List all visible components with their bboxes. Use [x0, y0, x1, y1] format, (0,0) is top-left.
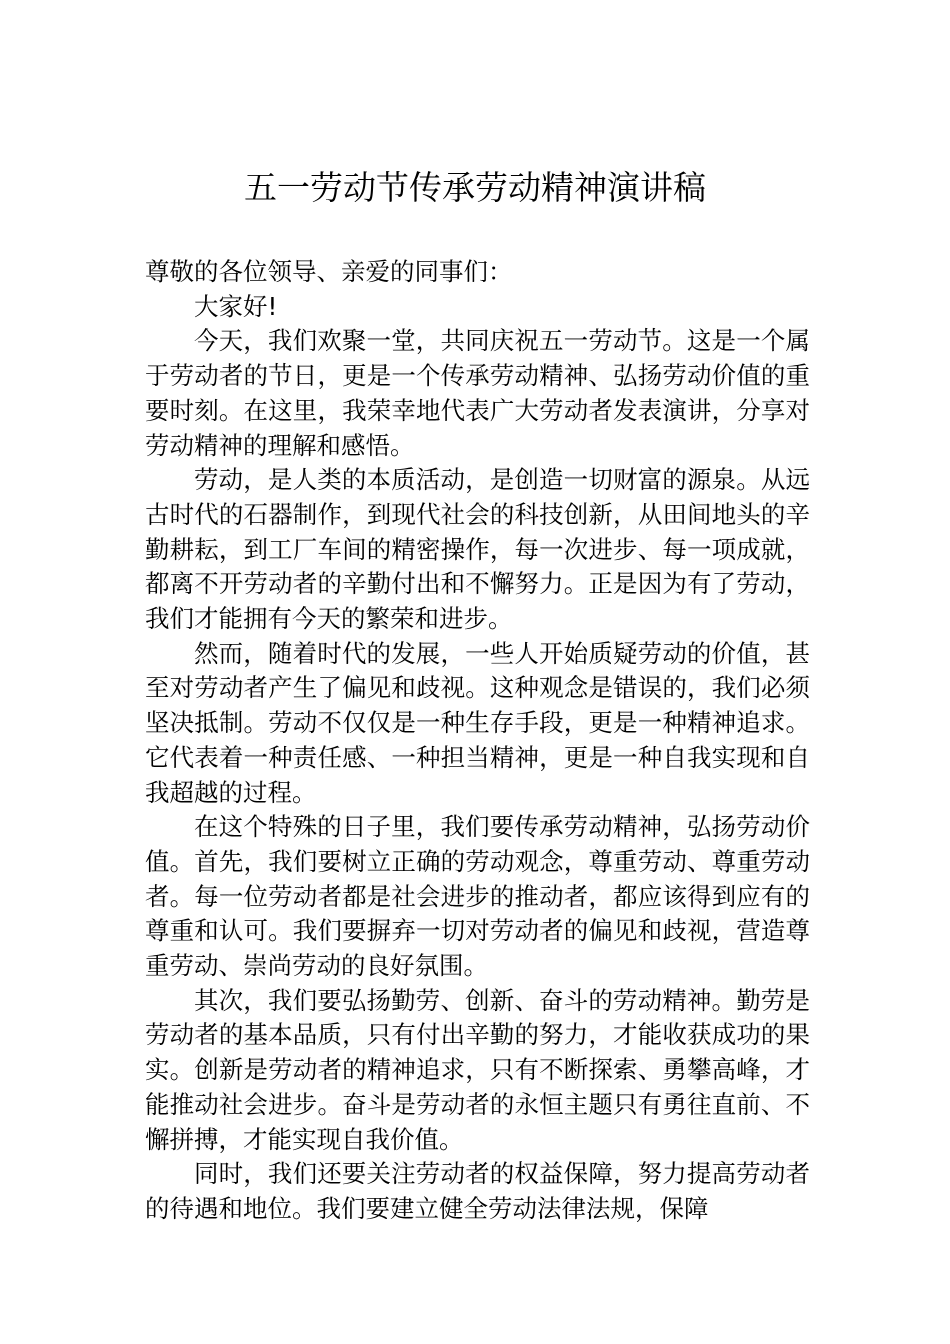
paragraph-5: 其次，我们要弘扬勤劳、创新、奋斗的劳动精神。勤劳是劳动者的基本品质，只有付出辛勤的努力，才能收获成功的果实。创新是劳动者的精神追求，只有不断探索、勇攀高峰，才能推动社会进步。奋斗是劳动者的永恒主题只有勇往直前、不懈拼搏，才能实现自我价值。	[145, 985, 810, 1154]
paragraph-2: 劳动，是人类的本质活动，是创造一切财富的源泉。从远古时代的石器制作，到现代社会的科技创新，从田间地头的辛勤耕耘，到工厂车间的精密操作，每一次进步、每一项成就，都离不开劳动者的辛勤付出和不懈努力。正是因为有了劳动，我们才能拥有今天的繁荣和进步。	[145, 465, 810, 634]
paragraph-1: 今天，我们欢聚一堂，共同庆祝五一劳动节。这是一个属于劳动者的节日，更是一个传承劳动精神、弘扬劳动价值的重要时刻。在这里，我荣幸地代表广大劳动者发表演讲，分享对劳动精神的理解和感悟。	[145, 326, 810, 460]
document-body	[145, 255, 810, 1227]
paragraph-6: 同时，我们还要关注劳动者的权益保障，努力提高劳动者的待遇和地位。我们要建立健全劳动法律法规，保障	[145, 1159, 810, 1223]
document-title: 五一劳动节传承劳动精神演讲稿	[244, 168, 706, 207]
paragraph-3: 然而，随着时代的发展，一些人开始质疑劳动的价值，甚至对劳动者产生了偏见和歧视。这种观念是错误的，我们必须坚决抵制。劳动不仅仅是一种生存手段，更是一种精神追求。它代表着一种责任感、一种担当精神，更是一种自我实现和自我超越的过程。	[145, 638, 810, 807]
salutation: 尊敬的各位领导、亲爱的同事们：	[145, 257, 513, 286]
paragraph-greeting: 大家好!	[194, 291, 278, 321]
paragraph-4: 在这个特殊的日子里，我们要传承劳动精神，弘扬劳动价值。首先，我们要树立正确的劳动观念，尊重劳动、尊重劳动者。每一位劳动者都是社会进步的推动者，都应该得到应有的尊重和认可。我们要摒弃一切对劳动者的偏见和歧视，营造尊重劳动、崇尚劳动的良好氛围。	[145, 812, 810, 981]
